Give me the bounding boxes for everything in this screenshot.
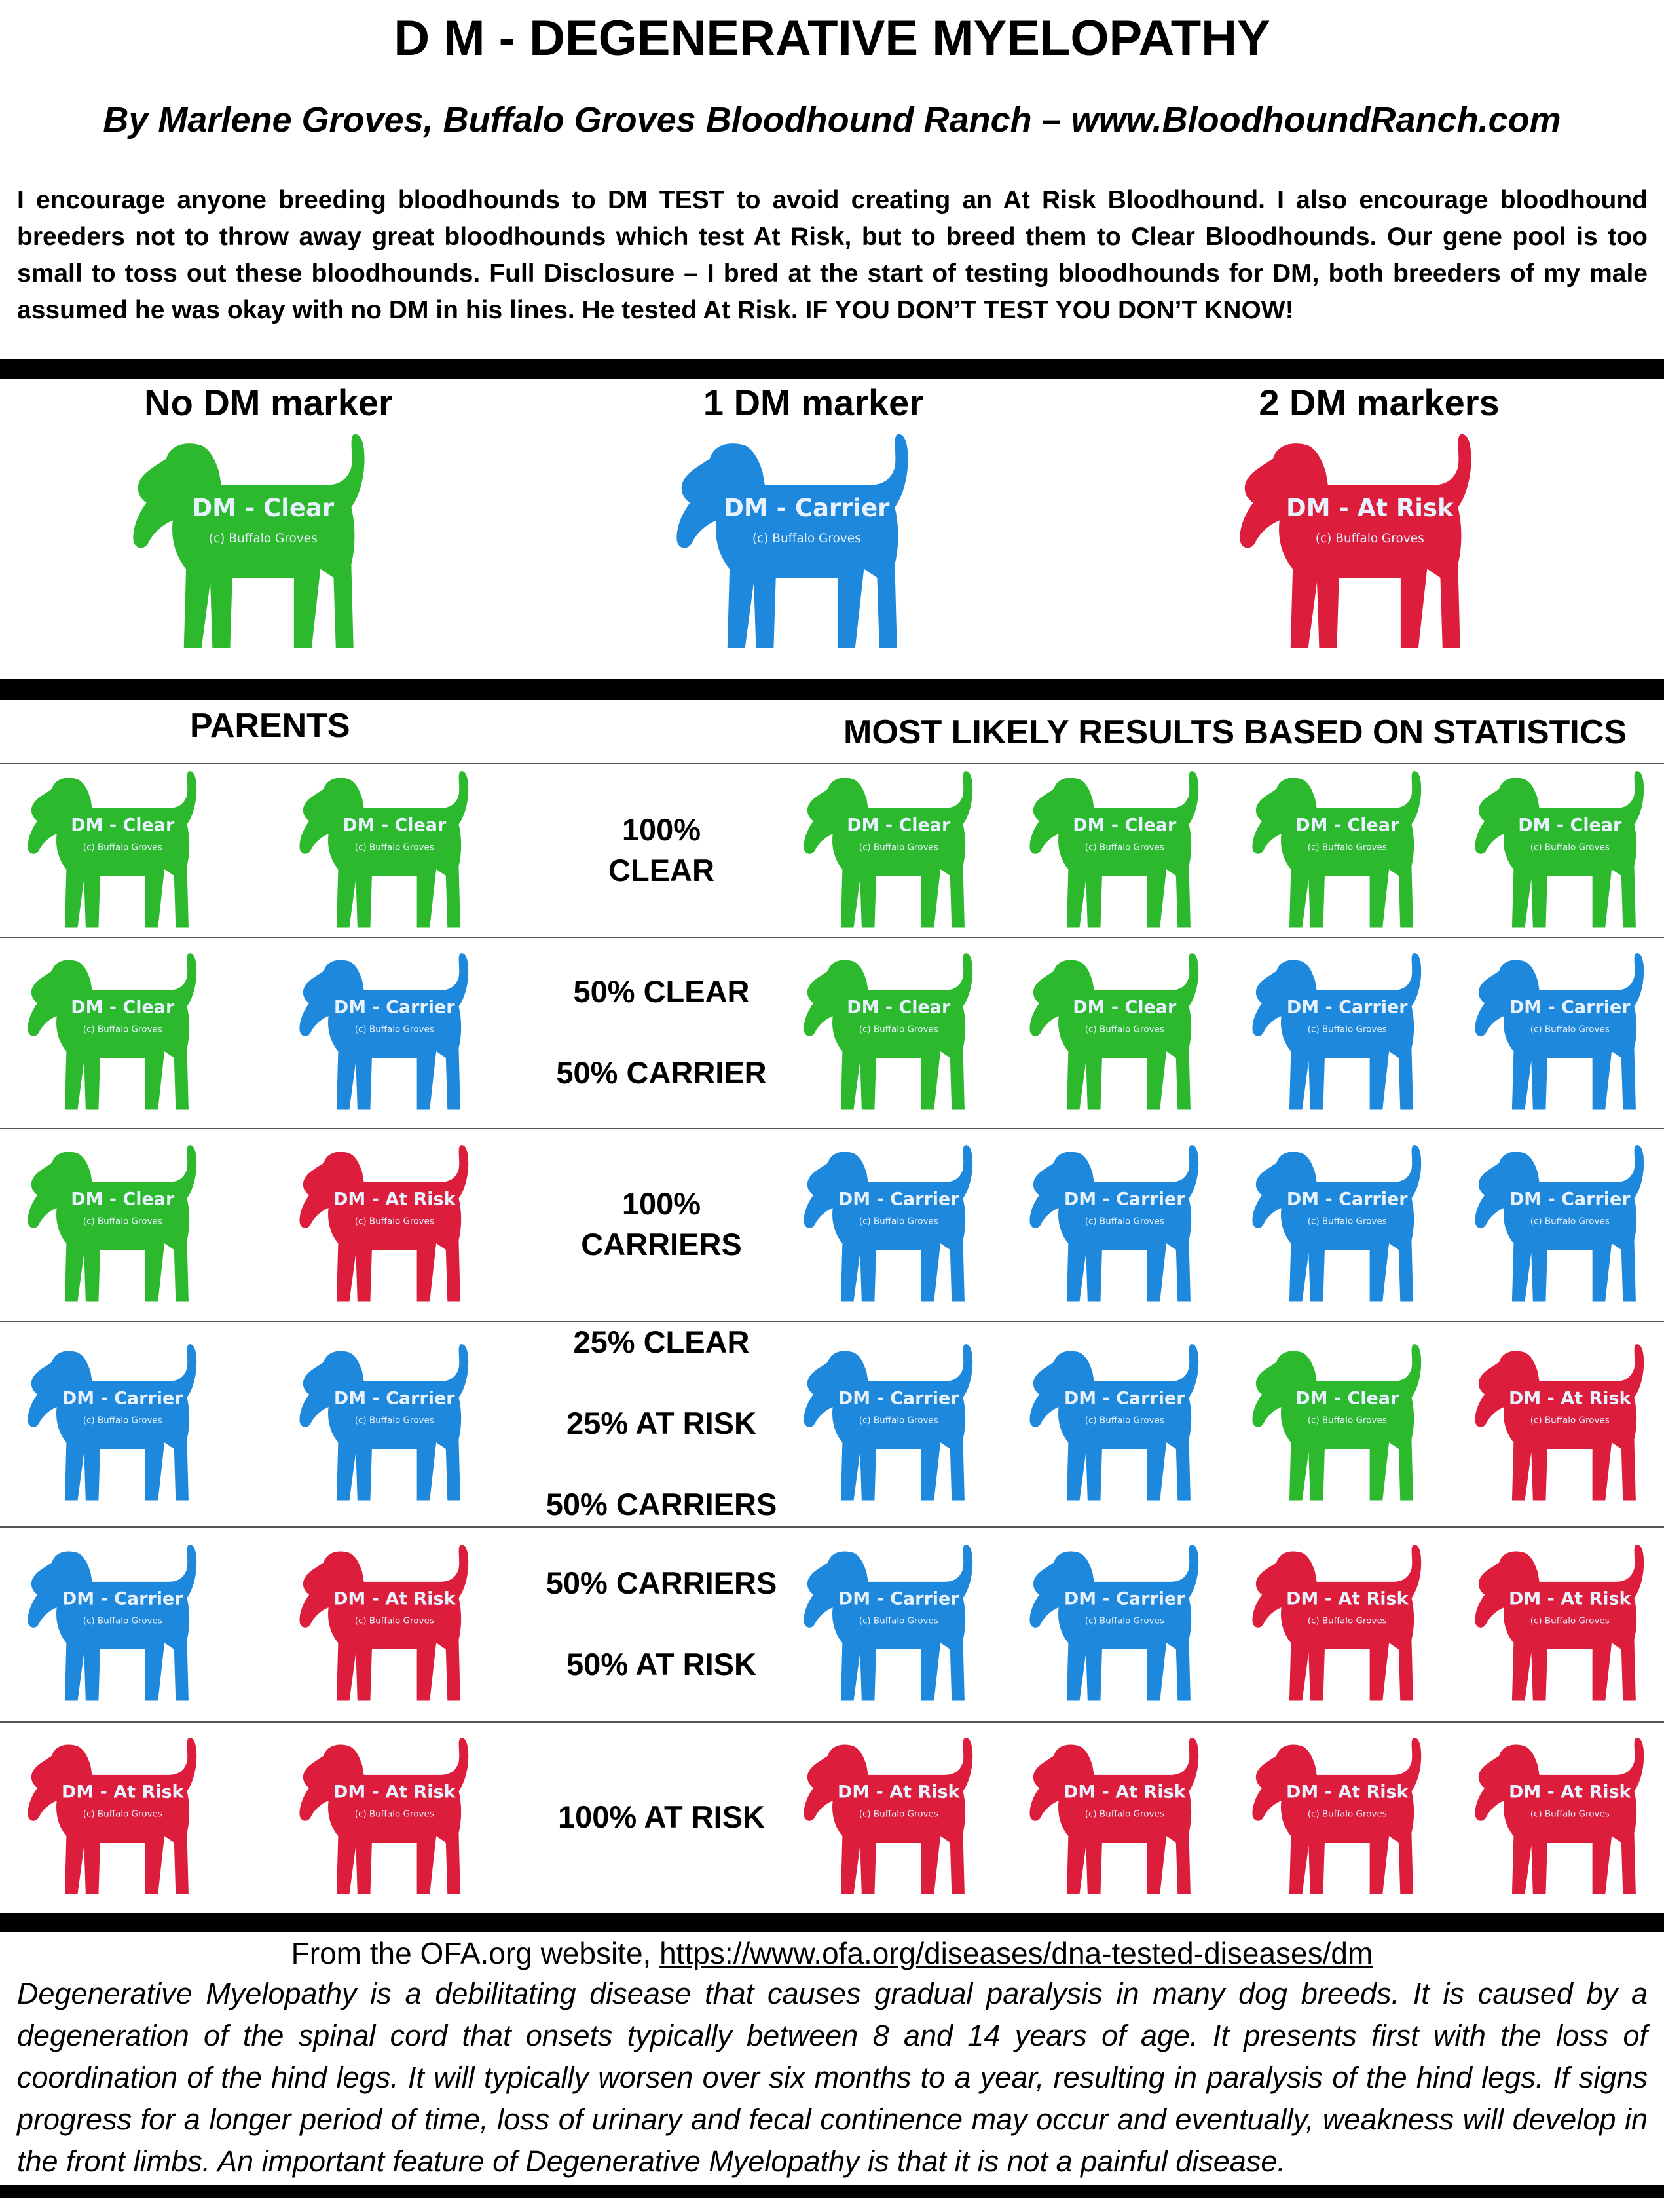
dog-status-label: DM - At Risk	[1509, 1588, 1631, 1609]
dog-status-label: DM - Clear	[1073, 815, 1177, 836]
dog-atrisk-parent-2-1	[298, 1144, 475, 1304]
dog-status-label: DM - Clear	[71, 815, 175, 836]
dog-watermark: (c) Buffalo Groves	[1530, 1024, 1610, 1035]
intro-paragraph: I encourage anyone breeding bloodhounds to DM TEST to avoid creating an At Risk Bloodhound. I also encourage bloodhound breeders not to throw away great bloodhounds which test At Risk, but to breed them to Clear Bloodhounds. Our gene pool is too small to toss out these bloodhounds. Full Disclosure – I bred at the start of testing bloodhounds for DM, both breeders of my male assumed he was okay with no DM in his lines. He tested At Risk. IF YOU DON’T TEST YOU DON’T KNOW!	[17, 186, 1648, 324]
dog-status-label: DM - Carrier	[1063, 1189, 1185, 1210]
dog-atrisk-parent-5-1	[298, 1736, 475, 1897]
dog-watermark: (c) Buffalo Groves	[354, 842, 434, 853]
result-text	[517, 937, 805, 1128]
dog-watermark: (c) Buffalo Groves	[859, 1216, 938, 1227]
dog-atrisk-legend-2	[1238, 432, 1480, 652]
result-text	[517, 1321, 805, 1526]
dog-watermark: (c) Buffalo Groves	[83, 1809, 162, 1820]
dog-clear-parent-0-0	[26, 770, 203, 930]
dog-watermark: (c) Buffalo Groves	[1530, 1415, 1610, 1426]
dog-watermark: (c) Buffalo Groves	[1530, 1809, 1610, 1820]
dog-status-label: DM - At Risk	[838, 1782, 960, 1803]
dog-watermark: (c) Buffalo Groves	[859, 1024, 938, 1035]
dog-watermark: (c) Buffalo Groves	[83, 1415, 162, 1426]
dog-status-label: DM - Clear	[847, 815, 951, 836]
dog-status-label: DM - Carrier	[333, 1388, 455, 1409]
result-line: 50% CARRIERS	[545, 1565, 777, 1600]
dog-atrisk-offspring-5-1	[1028, 1736, 1205, 1897]
legend-label-clear: No DM marker	[144, 382, 393, 423]
result-text	[517, 763, 805, 937]
dog-watermark: (c) Buffalo Groves	[752, 532, 861, 546]
dog-status-label: DM - Carrier	[1063, 1388, 1185, 1409]
result-line: 50% CARRIERS	[545, 1487, 777, 1522]
dog-atrisk-offspring-5-0	[802, 1736, 979, 1897]
dog-watermark: (c) Buffalo Groves	[354, 1024, 434, 1035]
dog-atrisk-parent-5-0	[26, 1736, 203, 1897]
dog-watermark: (c) Buffalo Groves	[1307, 1615, 1387, 1626]
result-text	[517, 1128, 805, 1321]
dog-status-label: DM - At Risk	[1286, 1588, 1409, 1609]
dog-watermark: (c) Buffalo Groves	[1084, 1216, 1164, 1227]
dog-watermark: (c) Buffalo Groves	[354, 1809, 434, 1820]
dog-watermark: (c) Buffalo Groves	[1307, 1216, 1387, 1227]
dog-carrier-offspring-3-0	[802, 1343, 979, 1503]
dog-status-label: DM - Clear	[71, 1189, 175, 1210]
dog-carrier-offspring-2-3	[1473, 1144, 1650, 1304]
dog-clear-offspring-1-1	[1028, 952, 1205, 1112]
row-separator	[0, 1321, 1664, 1322]
row-separator	[0, 763, 1664, 764]
dog-carrier-offspring-4-0	[802, 1543, 979, 1704]
dog-carrier-offspring-2-1	[1028, 1144, 1205, 1304]
dog-status-label: DM - Clear	[192, 493, 335, 522]
divider-bottom	[0, 1913, 1664, 1932]
result-line: 25% CLEAR	[573, 1324, 750, 1359]
dog-carrier-offspring-3-1	[1028, 1343, 1205, 1503]
row-separator	[0, 1721, 1664, 1723]
dog-watermark: (c) Buffalo Groves	[1084, 1024, 1164, 1035]
dog-status-label: DM - At Risk	[62, 1782, 184, 1803]
dog-clear-parent-2-0	[26, 1144, 203, 1304]
dog-clear-parent-1-0	[26, 952, 203, 1112]
dog-status-label: DM - At Risk	[333, 1588, 456, 1609]
dog-carrier-parent-4-0	[26, 1543, 203, 1704]
dog-clear-offspring-0-3	[1473, 770, 1650, 930]
dog-watermark: (c) Buffalo Groves	[1307, 1024, 1387, 1035]
dog-status-label: DM - Carrier	[1509, 997, 1631, 1018]
result-line: CLEAR	[608, 852, 714, 888]
dog-carrier-offspring-2-2	[1251, 1144, 1428, 1304]
dog-carrier-offspring-4-1	[1028, 1543, 1205, 1704]
dog-atrisk-offspring-3-3	[1473, 1343, 1650, 1503]
footer-description: Degenerative Myelopathy is a debilitating disease that causes gradual paralysis in many dog breeds. It is caused by a degeneration of the spinal cord that onsets typically between 8 and 14 years of age. It presents first with the loss of coordination of the hind legs. It will typically worsen over six months to a year, resulting in paralysis of the hind legs. If signs progress for a longer period of time, loss of urinary and fecal continence may occur and eventually, weakness will develop in the front limbs. An important feature of Degenerative Myelopathy is that it is not a painful disease.	[17, 1977, 1648, 2178]
dog-clear-offspring-0-1	[1028, 770, 1205, 930]
divider-end	[0, 2185, 1664, 2198]
dog-clear-offspring-1-0	[802, 952, 979, 1112]
result-line: 100%	[621, 1186, 701, 1221]
dog-watermark: (c) Buffalo Groves	[859, 1615, 938, 1626]
divider-legend	[0, 679, 1664, 700]
dog-status-label: DM - At Risk	[1286, 1782, 1409, 1803]
row-separator	[0, 1526, 1664, 1528]
dog-carrier-legend-1	[675, 432, 917, 652]
result-text	[517, 1526, 805, 1721]
dog-status-label: DM - Carrier	[1509, 1189, 1631, 1210]
dog-status-label: DM - Carrier	[1286, 997, 1408, 1018]
dog-carrier-parent-1-1	[298, 952, 475, 1112]
dog-status-label: DM - Carrier	[838, 1189, 959, 1210]
dog-carrier-offspring-1-3	[1473, 952, 1650, 1112]
legend-label-carrier: 1 DM marker	[703, 382, 924, 423]
dog-clear-offspring-0-0	[802, 770, 979, 930]
results-header: MOST LIKELY RESULTS BASED ON STATISTICS	[843, 713, 1627, 751]
dog-watermark: (c) Buffalo Groves	[1530, 1216, 1610, 1227]
footer-source	[0, 1934, 1664, 1972]
dog-status-label: DM - At Risk	[333, 1782, 456, 1803]
dog-watermark: (c) Buffalo Groves	[859, 842, 938, 853]
result-line: CARRIERS	[581, 1227, 742, 1262]
dog-watermark: (c) Buffalo Groves	[1315, 532, 1424, 546]
dog-watermark: (c) Buffalo Groves	[83, 1615, 162, 1626]
dog-watermark: (c) Buffalo Groves	[354, 1216, 434, 1227]
dog-status-label: DM - Clear	[71, 997, 175, 1018]
dog-atrisk-offspring-5-3	[1473, 1736, 1650, 1897]
row-separator	[0, 1128, 1664, 1129]
dog-watermark: (c) Buffalo Groves	[1530, 1615, 1610, 1626]
dog-carrier-parent-3-0	[26, 1343, 203, 1503]
parents-header: PARENTS	[190, 707, 350, 745]
dog-watermark: (c) Buffalo Groves	[1530, 842, 1610, 853]
dog-watermark: (c) Buffalo Groves	[354, 1615, 434, 1626]
dog-atrisk-offspring-4-3	[1473, 1543, 1650, 1704]
dog-status-label: DM - Carrier	[62, 1388, 183, 1409]
dog-clear-offspring-0-2	[1251, 770, 1428, 930]
dog-status-label: DM - Clear	[847, 997, 951, 1018]
dog-status-label: DM - Carrier	[838, 1388, 959, 1409]
dog-status-label: DM - At Risk	[333, 1189, 456, 1210]
dog-atrisk-offspring-5-2	[1251, 1736, 1428, 1897]
dog-watermark: (c) Buffalo Groves	[1307, 1809, 1387, 1820]
dog-status-label: DM - Clear	[1295, 1388, 1399, 1409]
dog-status-label: DM - Clear	[1518, 815, 1622, 836]
dog-status-label: DM - Carrier	[838, 1588, 959, 1609]
dog-watermark: (c) Buffalo Groves	[1084, 1615, 1164, 1626]
result-line: 50% CLEAR	[573, 974, 750, 1009]
dog-status-label: DM - Clear	[1295, 815, 1399, 836]
dog-status-label: DM - Carrier	[1063, 1588, 1185, 1609]
dog-status-label: DM - Clear	[342, 815, 447, 836]
dog-watermark: (c) Buffalo Groves	[1084, 1809, 1164, 1820]
dog-clear-parent-0-1	[298, 770, 475, 930]
dog-watermark: (c) Buffalo Groves	[1307, 842, 1387, 853]
dog-atrisk-offspring-4-2	[1251, 1543, 1428, 1704]
dog-status-label: DM - Carrier	[333, 997, 455, 1018]
result-line: 100%	[621, 812, 701, 847]
dog-carrier-offspring-2-0	[802, 1144, 979, 1304]
byline: By Marlene Groves, Buffalo Groves Bloodhound Ranch – www.BloodhoundRanch.com	[103, 100, 1561, 140]
dog-atrisk-parent-4-1	[298, 1543, 475, 1704]
dog-watermark: (c) Buffalo Groves	[1307, 1415, 1387, 1426]
ofa-link[interactable]: https://www.ofa.org/diseases/dna-tested-diseases/dm	[659, 1936, 1373, 1970]
dog-watermark: (c) Buffalo Groves	[1084, 842, 1164, 853]
result-line: 50% AT RISK	[566, 1647, 756, 1681]
dog-status-label: DM - Carrier	[62, 1588, 183, 1609]
dog-watermark: (c) Buffalo Groves	[859, 1415, 938, 1426]
dog-status-label: DM - At Risk	[1063, 1782, 1186, 1803]
legend-label-atrisk: 2 DM markers	[1259, 382, 1500, 423]
result-line: 25% AT RISK	[566, 1406, 756, 1440]
result-line: 50% CARRIER	[556, 1055, 767, 1090]
page-title: D M - DEGENERATIVE MYELOPATHY	[394, 10, 1270, 66]
dog-watermark: (c) Buffalo Groves	[354, 1415, 434, 1426]
dog-watermark: (c) Buffalo Groves	[83, 1216, 162, 1227]
result-line: 100% AT RISK	[557, 1799, 766, 1834]
dog-status-label: DM - Carrier	[724, 493, 890, 522]
footer-source-prefix: From the OFA.org website,	[291, 1936, 660, 1970]
dog-watermark: (c) Buffalo Groves	[83, 1024, 162, 1035]
dog-status-label: DM - Carrier	[1286, 1189, 1408, 1210]
dog-carrier-parent-3-1	[298, 1343, 475, 1503]
dog-carrier-offspring-1-2	[1251, 952, 1428, 1112]
dog-watermark: (c) Buffalo Groves	[1084, 1415, 1164, 1426]
row-separator	[0, 937, 1664, 938]
dog-clear-legend-0	[131, 432, 373, 652]
result-text	[517, 1721, 805, 1913]
dog-watermark: (c) Buffalo Groves	[859, 1809, 938, 1820]
dog-watermark: (c) Buffalo Groves	[83, 842, 162, 853]
dog-clear-offspring-3-2	[1251, 1343, 1428, 1503]
divider-top	[0, 359, 1664, 379]
dog-watermark: (c) Buffalo Groves	[208, 532, 318, 546]
dog-status-label: DM - At Risk	[1509, 1782, 1631, 1803]
dog-status-label: DM - At Risk	[1509, 1388, 1631, 1409]
dog-status-label: DM - Clear	[1073, 997, 1177, 1018]
dog-status-label: DM - At Risk	[1286, 493, 1454, 522]
